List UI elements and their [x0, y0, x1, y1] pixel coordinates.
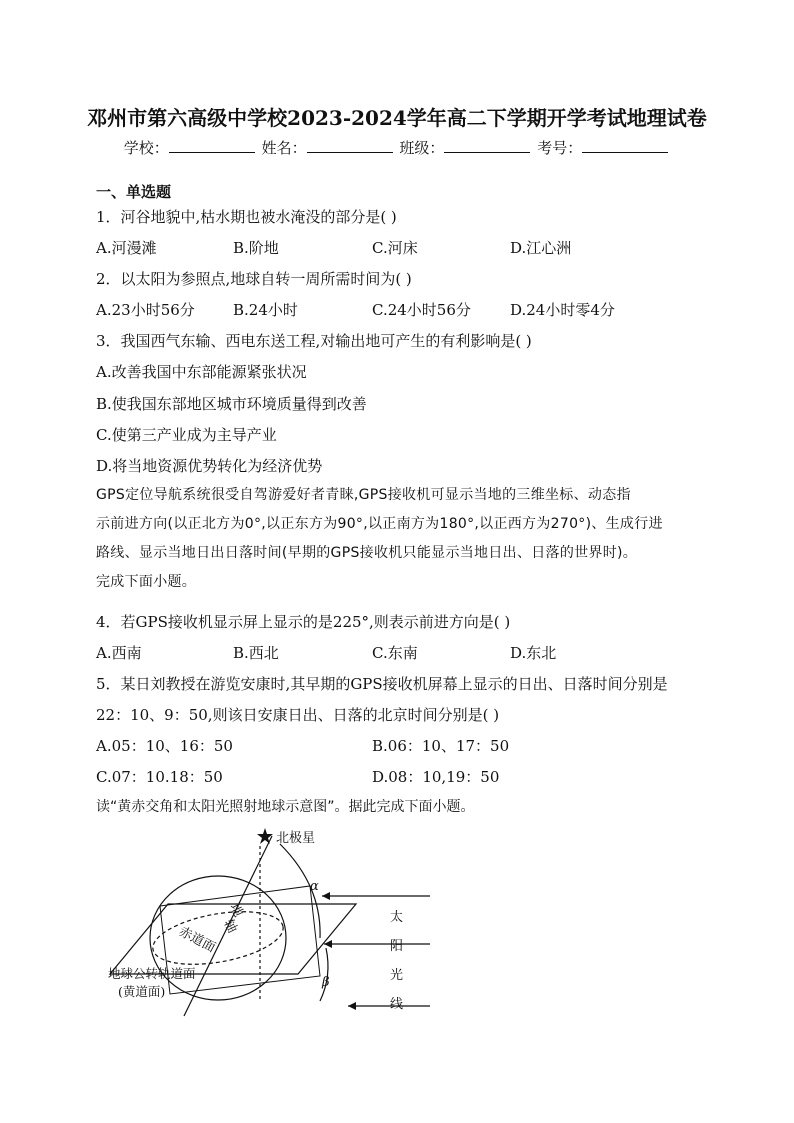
q1-option-a: A.河漫滩: [96, 239, 157, 257]
name-label: 姓名：: [261, 139, 307, 157]
q3-option-d: D.将当地资源优势转化为经济优势: [96, 457, 323, 475]
q2-option-c: C.24小时56分: [372, 301, 471, 319]
question-2-stem: 2．以太阳为参照点,地球自转一周所需时间为( ): [96, 270, 412, 288]
q3-option-c: C.使第三产业成为主导产业: [96, 426, 277, 444]
obliquity-diagram: [100, 826, 440, 1026]
sun-label-3: 光: [390, 968, 404, 983]
page-title: 邓州市第六高级中学校2023-2024学年高二下学期开学考试地理试卷: [87, 106, 707, 130]
q3-option-b: B.使我国东部地区城市环境质量得到改善: [96, 395, 367, 413]
q4-option-a: A.西南: [96, 644, 142, 662]
q5-option-d: D.08：10,19：50: [372, 768, 500, 786]
question-5-stem-line-2: 22：10、9：50,则该日安康日出、日落的北京时间分别是( ): [96, 706, 500, 724]
question-4-stem: 4．若GPS接收机显示屏上显示的是225°,则表示前进方向是( ): [96, 613, 511, 631]
q4-option-c: C.东南: [372, 644, 418, 662]
material-line-3: 路线、显示当地日出日落时间(早期的GPS接收机只能显示当地日出、日落的世界时)。: [96, 545, 638, 561]
orbit-label-1: 地球公转轨道面: [108, 966, 196, 981]
q5-option-b: B.06：10、17：50: [372, 737, 510, 755]
q4-option-b: B.西北: [233, 644, 279, 662]
axis-label-1: 地: [226, 901, 246, 920]
question-5-stem-line-1: 5．某日刘教授在游览安康时,其早期的GPS接收机屏幕上显示的日出、日落时间分别是: [96, 675, 668, 693]
polaris-label: 北极星: [276, 831, 316, 846]
alpha-label: α: [310, 879, 319, 894]
reading-material-gps: [96, 481, 700, 597]
q3-option-a: A.改善我国中东部能源紧张状况: [96, 363, 307, 381]
equator-label: 赤道面: [176, 924, 218, 956]
section-heading: 一、单选题: [96, 183, 172, 201]
q5-option-a: A.05：10、16：50: [96, 737, 233, 755]
material-line-2: 示前进方向(以正北方为0°,以正东方为90°,以正南方为180°,以正西方为270°)、生成行进: [96, 516, 663, 532]
sun-label-2: 阳: [390, 939, 404, 954]
material-line-4: 完成下面小题。: [96, 574, 197, 590]
q2-option-a: A.23小时56分: [96, 301, 195, 319]
q4-option-d: D.东北: [510, 644, 557, 662]
name-blank: [307, 138, 393, 153]
arrow-head-3: [348, 1002, 356, 1010]
q1-option-b: B.阶地: [233, 239, 279, 257]
number-label: 考号：: [537, 139, 583, 157]
q2-option-b: B.24小时: [233, 301, 298, 319]
earth-globe: [150, 876, 286, 1000]
reading-material-diagram: 读“黄赤交角和太阳光照射地球示意图”。据此完成下面小题。: [96, 799, 475, 815]
q1-option-c: C.河床: [372, 239, 418, 257]
star-icon: [257, 828, 273, 844]
school-label: 学校：: [123, 139, 169, 157]
number-blank: [582, 138, 668, 153]
sun-label-1: 太: [390, 910, 404, 925]
question-1-stem: 1．河谷地貌中,枯水期也被水淹没的部分是( ): [96, 208, 397, 226]
class-blank: [444, 138, 530, 153]
q2-option-d: D.24小时零4分: [510, 301, 615, 319]
q5-option-c: C.07：10.18：50: [96, 768, 223, 786]
beta-label: β: [322, 975, 330, 990]
material-line-1: GPS定位导航系统很受自驾游爱好者青睐,GPS接收机可显示当地的三维坐标、动态指: [96, 487, 631, 503]
equator-ellipse: [149, 903, 287, 973]
q1-option-d: D.江心洲: [510, 239, 572, 257]
axis-label-2: 轴: [220, 917, 240, 936]
student-info-row: [0, 137, 794, 158]
arrow-head-1: [322, 892, 330, 900]
class-label: 班级：: [399, 139, 445, 157]
school-blank: [169, 138, 255, 153]
orbit-label-2: (黄道面): [118, 984, 166, 999]
question-3-stem: 3．我国西气东输、西电东送工程,对输出地可产生的有利影响是( ): [96, 332, 532, 350]
sun-label-4: 线: [390, 997, 404, 1012]
